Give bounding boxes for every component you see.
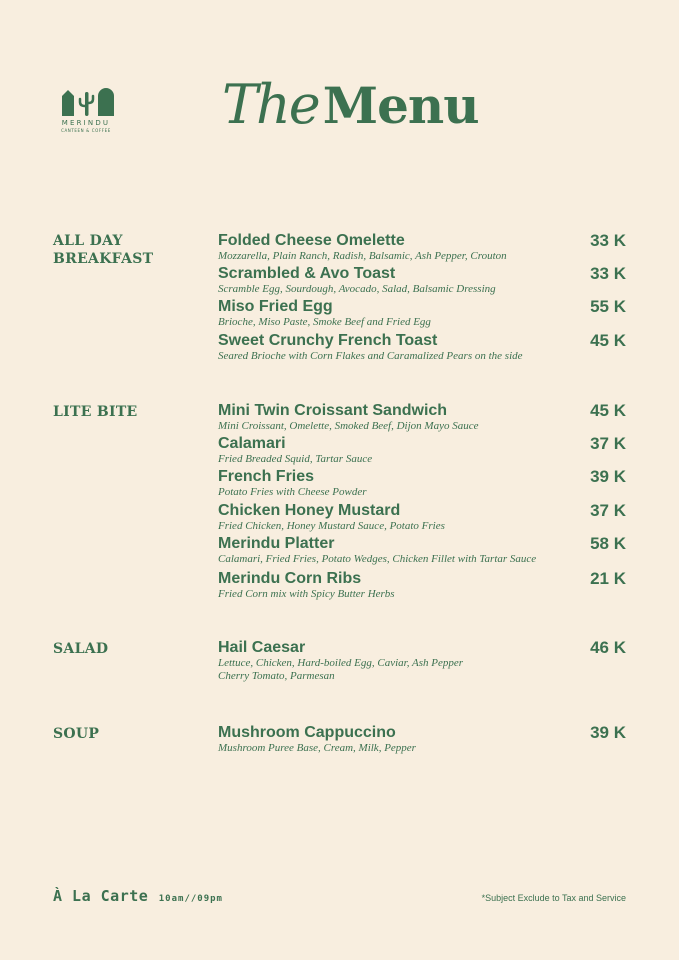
menu-item	[218, 640, 628, 683]
item-price: 45 K	[590, 331, 626, 350]
brand-logo	[52, 86, 120, 133]
menu-item	[218, 571, 628, 601]
item-description: Fried Corn mix with Spicy Butter Herbs	[218, 588, 395, 600]
section-label-lite-bite: LITE BITE	[53, 404, 138, 420]
item-description: Calamari, Fried Fries, Potato Wedges, Chicken Fillet with Tartar Sauce	[218, 553, 537, 565]
footer-hours: 10am//09pm	[158, 894, 223, 904]
item-description: Fried Breaded Squid, Tartar Sauce	[218, 453, 373, 465]
footer-a-la-carte: À La Carte	[53, 887, 149, 905]
item-name: Mini Twin Croissant Sandwich	[218, 402, 448, 419]
menu-item	[218, 725, 628, 755]
brand-tagline: CANTEEN & COFFEE	[61, 128, 111, 133]
item-price: 45 K	[590, 401, 626, 420]
item-name: Hail Caesar	[218, 639, 306, 656]
item-name: Merindu Platter	[218, 535, 335, 552]
menu-item	[218, 436, 628, 466]
item-price: 55 K	[590, 297, 626, 316]
title-the: The	[222, 73, 319, 136]
footer-service-info	[53, 887, 223, 906]
brand-name: MERINDU	[61, 119, 111, 127]
item-description: Mozzarella, Plain Ranch, Radish, Balsamic, Ash Pepper, Crouton	[218, 250, 507, 262]
page-title	[222, 73, 479, 136]
item-price: 33 K	[590, 264, 626, 283]
item-description: Seared Brioche with Corn Flakes and Caramalized Pears on the side	[218, 350, 523, 362]
menu-item	[218, 469, 628, 499]
section-label-all-day-breakfast: ALL DAY BREAKFAST	[53, 233, 154, 267]
item-name: Calamari	[218, 435, 286, 452]
item-description: Lettuce, Chicken, Hard-boiled Egg, Caviar, Ash Pepper Cherry Tomato, Parmesan	[218, 657, 464, 682]
item-description: Brioche, Miso Paste, Smoke Beef and Fried Egg	[218, 316, 431, 328]
item-name: Sweet Crunchy French Toast	[218, 332, 438, 349]
item-description: Mushroom Puree Base, Cream, Milk, Pepper	[218, 742, 416, 754]
item-description: Mini Croissant, Omelette, Smoked Beef, Dijon Mayo Sauce	[218, 420, 479, 432]
item-price: 46 K	[590, 638, 626, 657]
item-price: 39 K	[590, 723, 626, 742]
item-price: 58 K	[590, 534, 626, 553]
item-price: 37 K	[590, 501, 626, 520]
item-price: 33 K	[590, 231, 626, 250]
item-description: Fried Chicken, Honey Mustard Sauce, Potato Fries	[218, 520, 445, 532]
menu-item	[218, 536, 628, 566]
merindu-logo-icon	[58, 86, 114, 116]
menu-item	[218, 403, 628, 433]
item-price: 39 K	[590, 467, 626, 486]
item-name: French Fries	[218, 468, 315, 485]
item-name: Scrambled & Avo Toast	[218, 265, 396, 282]
menu-item	[218, 333, 628, 363]
menu-item	[218, 503, 628, 533]
item-name: Miso Fried Egg	[218, 298, 333, 315]
section-label-salad: SALAD	[53, 641, 109, 657]
menu-item	[218, 266, 628, 296]
item-name: Mushroom Cappuccino	[218, 724, 396, 741]
section-label-soup: SOUP	[53, 726, 100, 742]
title-menu: Menu	[322, 76, 479, 135]
item-name: Folded Cheese Omelette	[218, 232, 405, 249]
item-price: 21 K	[590, 569, 626, 588]
footer-tax-note: *Subject Exclude to Tax and Service	[481, 893, 626, 903]
item-name: Merindu Corn Ribs	[218, 570, 362, 587]
menu-item	[218, 299, 628, 329]
item-description: Potato Fries with Cheese Powder	[218, 486, 367, 498]
item-name: Chicken Honey Mustard	[218, 502, 401, 519]
menu-item	[218, 233, 628, 263]
item-description: Scramble Egg, Sourdough, Avocado, Salad, Balsamic Dressing	[218, 283, 496, 295]
item-price: 37 K	[590, 434, 626, 453]
